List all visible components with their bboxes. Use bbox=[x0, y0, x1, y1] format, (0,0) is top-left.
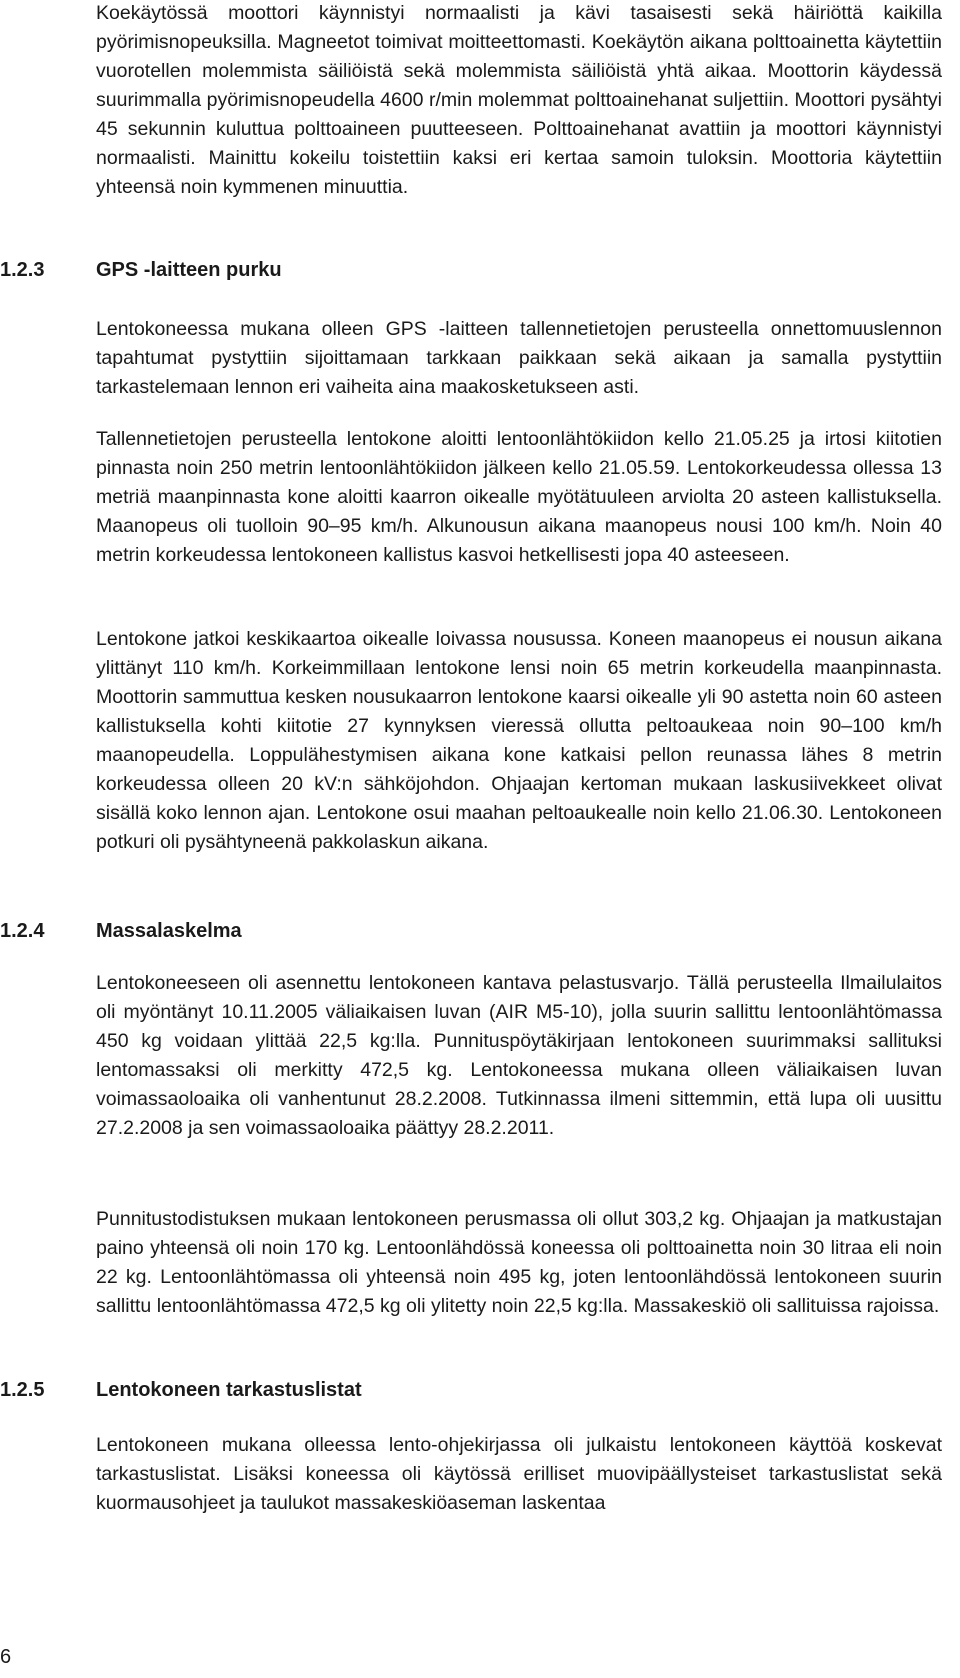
paragraph-mass-permit: Lentokoneeseen oli asennettu lentokoneen kantava pelastusvarjo. Tällä perusteella Ilmailulaitos oli myöntänyt 10.11.2005 väliaikaisen luvan (AIR M5-10), jolla suurin sallittu lentoonlähtömassa 450 kg voidaan ylittää 22,5 kg:lla. Punnituspöytäkirjaan lentokoneen suurimmaksi sallituksi lentomassaksi oli merkitty 472,5 kg. Lentokoneessa mukana olleen väliaikaisen luvan voimassaoloaika oli vanhentunut 28.2.2008. Tutkinnassa ilmeni sittemmin, että lupa oli uusittu 27.2.2008 ja sen voimassaoloaika päättyy 28.2.2011. bbox=[96, 972, 942, 1139]
paragraph-engine-test: Koekäytössä moottori käynnistyi normaalisti ja kävi tasaisesti sekä häiriöttä kaikilla pyörimisnopeuksilla. Magneetot toimivat moitteettomasti. Koekäytön aikana polttoainetta käytettiin vuorotellen molemmista säiliöistä sekä molemmista säiliöistä yhtä aikaa. Moottorin käydessä suurimmalla pyörimisnopeudella 4600 r/min molemmat polttoainehanat suljettiin. Moottori pysähtyi 45 sekunnin kuluttua polttoaineen puutteeseen. Polttoainehanat avattiin ja moottori käynnistyi normaalisti. Mainittu kokeilu toistettiin kaksi eri kertaa samoin tuloksin. Moottoria käytettiin yhteensä noin kymmenen minuuttia. bbox=[96, 2, 942, 198]
section-title: GPS -laitteen purku bbox=[96, 259, 282, 281]
section-number: 1.2.4 bbox=[0, 920, 45, 942]
section-number: 1.2.3 bbox=[0, 259, 45, 281]
paragraph-mass-calculation: Punnitustodistuksen mukaan lentokoneen perusmassa oli ollut 303,2 kg. Ohjaajan ja matkustajan paino yhteensä oli noin 170 kg. Lentoonlähdössä koneessa oli polttoainetta noin 30 litraa eli noin 22 kg. Lentoonlähtömassa oli yhteensä noin 495 kg, joten lentoonlähdössä lentokoneen suurin sallittu lentoonlähtömassa 472,5 kg oli ylitetty noin 22,5 kg:lla. Massakeskiö oli sallituissa rajoissa. bbox=[96, 1208, 942, 1317]
section-number: 1.2.5 bbox=[0, 1379, 45, 1401]
paragraph-checklist: Lentokoneen mukana olleessa lento-ohjekirjassa oli julkaistu lentokoneen käyttöä koskevat tarkastuslistat. Lisäksi koneessa oli käytössä erilliset muovipäällysteiset tarkastuslistat sekä kuormausohjeet ja taulukot massakeskiöaseman laskentaa bbox=[96, 1434, 942, 1514]
paragraph-gps-intro: Lentokoneessa mukana olleen GPS -laitteen tallennetietojen perusteella onnettomuuslennon tapahtumat pystyttiin sijoittamaan tarkkaan paikkaan sekä aikaan ja samalla pystyttiin tarkastelemaan lennon eri vaiheita aina maakosketukseen asti. bbox=[96, 318, 942, 398]
paragraph-gps-flight: Lentokone jatkoi keskikaartoa oikealle loivassa nousussa. Koneen maanopeus ei nousun aikana ylittänyt 110 km/h. Korkeimmillaan lentokone lensi noin 65 metrin korkeudella maanpinnasta. Moottorin sammuttua kesken nousukaarron lentokone kaarsi oikealle yli 90 astetta noin 60 asteen kallistuksella kohti kiitotie 27 kynnyksen vieressä ollutta peltoaukeaa noin 90–100 km/h maanopeudella. Loppulähestymisen aikana kone katkaisi pellon reunassa lähes 8 metrin korkeudessa olleen 20 kV:n sähköjohdon. Ohjaajan kertoman mukaan laskusiivekkeet olivat sisällä koko lennon ajan. Lentokone osui maahan peltoaukealle noin kello 21.06.30. Lentokoneen potkuri oli pysähtyneenä pakkolaskun aikana. bbox=[96, 628, 942, 853]
section-title: Massalaskelma bbox=[96, 920, 242, 942]
page-number: 6 bbox=[0, 1646, 12, 1668]
paragraph-gps-takeoff: Tallennetietojen perusteella lentokone aloitti lentoonlähtökiidon kello 21.05.25 ja irtosi kiitotien pinnasta noin 250 metrin lentoonlähtökiidon jälkeen kello 21.05.59. Lentokorkeudessa ollessa 13 metriä maanpinnasta kone aloitti kaarron oikealle myötätuuleen arviolta 20 asteen kallistuksella. Maanopeus oli tuolloin 90–95 km/h. Alkunousun aikana maanopeus nousi 100 km/h. Noin 40 metrin korkeudessa lentokoneen kallistus kasvoi hetkellisesti jopa 40 asteeseen. bbox=[96, 428, 942, 566]
section-title: Lentokoneen tarkastuslistat bbox=[96, 1379, 362, 1401]
